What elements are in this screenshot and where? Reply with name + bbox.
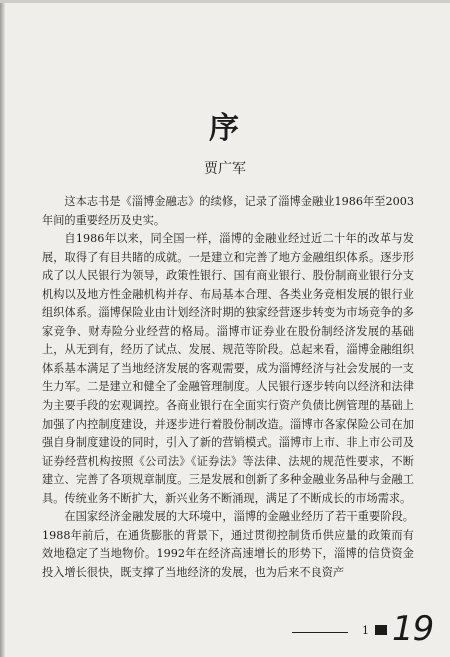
preface-heading: 序: [209, 111, 241, 146]
paragraph-1: 这本志书是《淄博金融志》的续修，记录了淄博金融业1986年至2003年间的重要经历及史实。: [42, 195, 414, 227]
handwritten-page-note: 19: [392, 609, 434, 649]
footer-rule: [292, 632, 348, 633]
page-number: 1: [362, 624, 369, 637]
paragraph-2: 自1986年以来，同全国一样，淄博的金融业经过近二十年的改革与发展，取得了有目共睹的成就。一是建立和完善了地方金融组织体系。逐步形成了以人民银行为领导，政策性银行、国有商业银行、股份制商业银行分支机构以及地方性金融机构并存、布局基本合理、各类业务竞相发展的银行业组织体系。淄博保险业由计划经济时期的独家经营逐步转变为市场竞争的多家竞争、财寿险分业经营的格局。淄博市证券业在股份制经济发展的基础上，从无到有，经历了试点、发展、规范等阶段。总起来看，淄博金融组织体系基本满足了当地经济发展的客观需要，成为淄博经济与社会发展的一支生力军。二是建立和健全了金融管理制度。人民银行逐步转向以经济和法律为主要手段的宏观调控。各商业银行在全面实行资产负债比例管理的基础上加强了内控制度建设，并逐步进行着股份制改造。淄博市各家保险公司在加强自身制度建设的同时，引入了新的营销模式。淄博市上市、非上市公司及证券经营机构按照《公司法》《证券法》等法律、法规的规范性要求，不断建立、完善了各项规章制度。三是发展和创新了多种金融业务品种与金融工具。传统业务不断扩大，新兴业务不断涌现，满足了不断成长的市场需求。: [42, 232, 414, 505]
preface-body: [42, 193, 414, 582]
page-marker-block: [375, 625, 387, 635]
author-name: 贾广军: [204, 161, 246, 177]
scan-shadow-top: [0, 0, 450, 3]
scan-shadow-left: [0, 0, 5, 657]
paragraph-3: 在国家经济金融发展的大环境中，淄博的金融业经历了若干重要阶段。1988年前后，在通货膨胀的背景下，通过贯彻控制货币供应量的政策而有效地稳定了当地物价。1992年在经济高速增长的形势下，淄博的信贷资金投入增长很快，既支撑了当地经济的发展，也为后来不良资产: [42, 510, 414, 579]
page-footer: [0, 609, 450, 657]
